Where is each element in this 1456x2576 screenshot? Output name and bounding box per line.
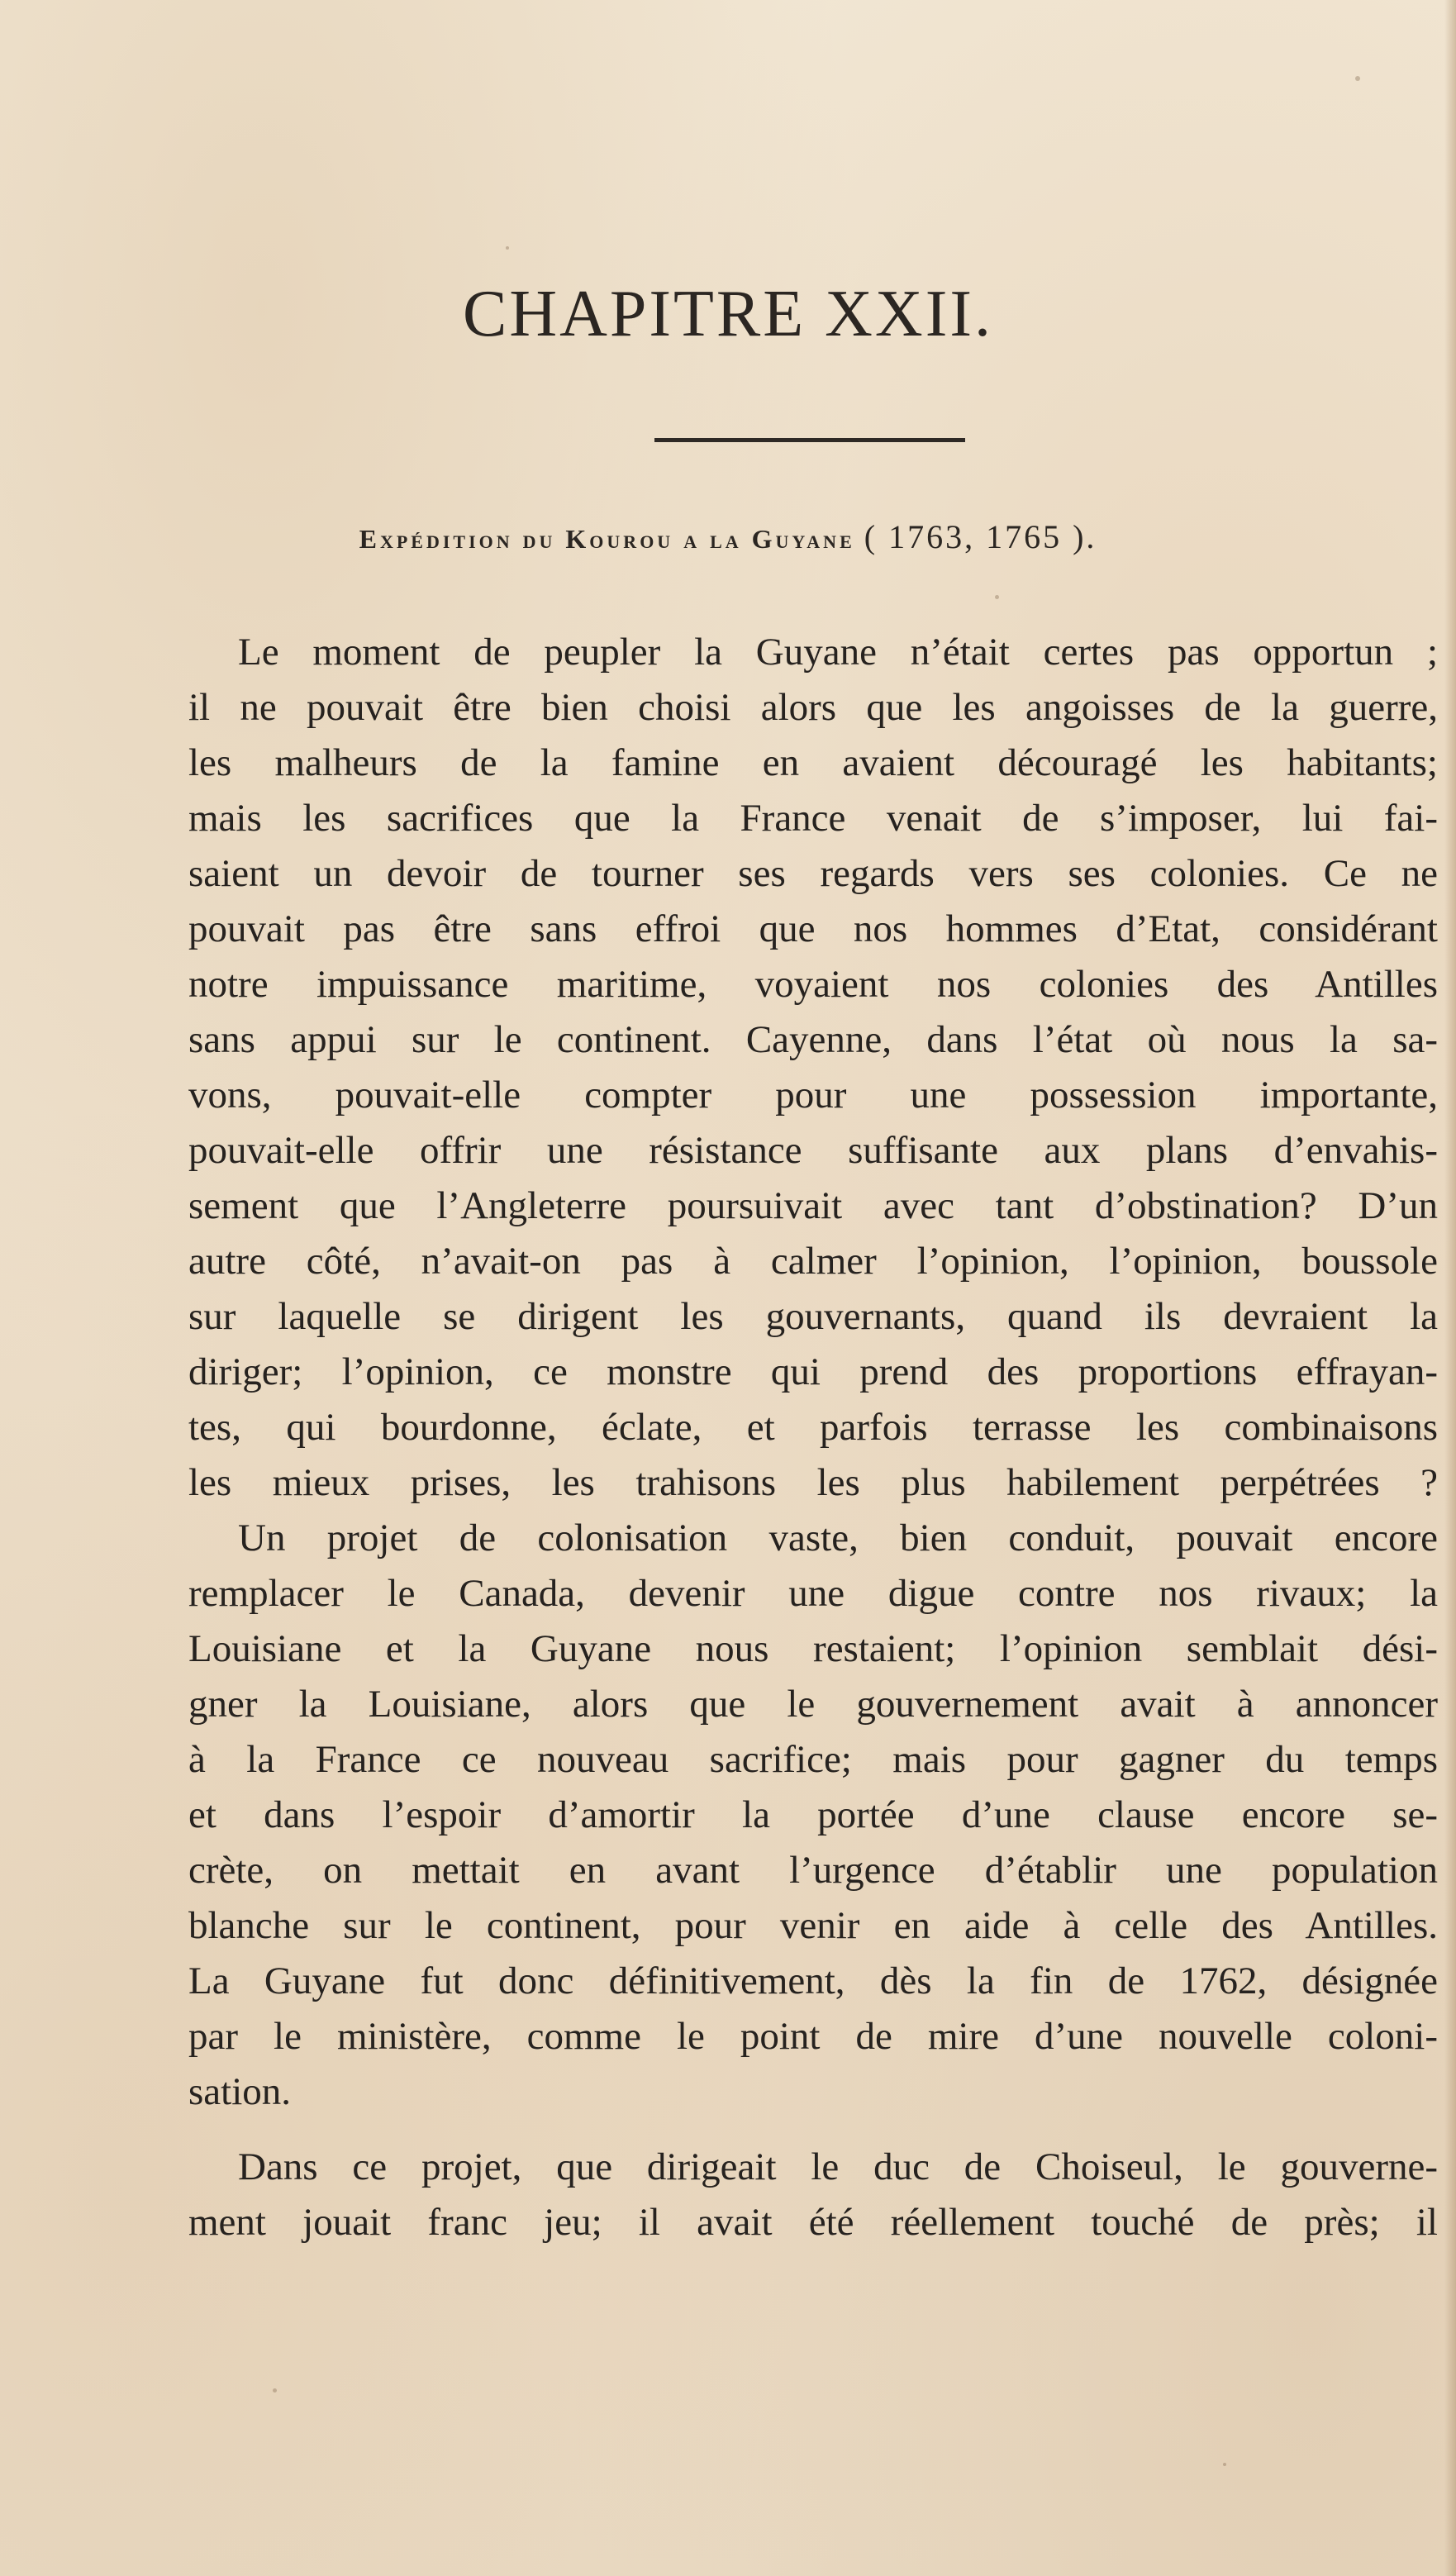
- page-edge-shadow: [1444, 0, 1456, 2576]
- subtitle-dates: ( 1763, 1765 ).: [864, 518, 1097, 555]
- text-line: les mieux prises, les trahisons les plus habilement perpétrées ?: [188, 1461, 1438, 1504]
- text-line: les malheurs de la famine en avaient découragé les habitants;: [188, 741, 1438, 784]
- text-line: sement que l’Angleterre poursuivait avec tant d’obstination? D’un: [188, 1184, 1438, 1227]
- paper-speck: [506, 246, 509, 250]
- paragraph-gap: [188, 2120, 1438, 2140]
- text-line: notre impuissance maritime, voyaient nos colonies des Antilles: [188, 963, 1438, 1006]
- text-line: crète, on mettait en avant l’urgence d’établir une population: [188, 1849, 1438, 1892]
- text-line: ment jouait franc jeu; il avait été réellement touché de près; il: [188, 2201, 1438, 2244]
- paper-speck: [995, 595, 999, 599]
- paragraph-1: [188, 625, 1438, 1511]
- text-line: il ne pouvait être bien choisi alors que les angoisses de la guerre,: [188, 686, 1438, 729]
- subtitle-label: Expédition du Kourou a la Guyane: [359, 524, 855, 554]
- text-line: saient un devoir de tourner ses regards vers ses colonies. Ce ne: [188, 852, 1438, 895]
- paper-speck: [1355, 76, 1360, 81]
- text-line: Louisiane et la Guyane nous restaient; l’opinion semblait dési-: [188, 1627, 1438, 1670]
- text-line: sans appui sur le continent. Cayenne, dans l’état où nous la sa-: [188, 1018, 1438, 1061]
- text-line: Le moment de peupler la Guyane n’était certes pas opportun ;: [238, 631, 1438, 674]
- text-line: diriger; l’opinion, ce monstre qui prend des proportions effrayan-: [188, 1350, 1438, 1393]
- text-line: remplacer le Canada, devenir une digue contre nos rivaux; la: [188, 1572, 1438, 1615]
- text-line: Dans ce projet, que dirigeait le duc de Choiseul, le gouverne-: [238, 2145, 1438, 2188]
- text-line: La Guyane fut donc définitivement, dès la fin de 1762, désignée: [188, 1959, 1438, 2002]
- text-line: à la France ce nouveau sacrifice; mais pour gagner du temps: [188, 1738, 1438, 1781]
- text-line: sation.: [188, 2070, 292, 2113]
- title-divider: [654, 438, 965, 442]
- text-line: blanche sur le continent, pour venir en aide à celle des Antilles.: [188, 1904, 1438, 1947]
- text-line: tes, qui bourdonne, éclate, et parfois terrasse les combinaisons: [188, 1406, 1438, 1449]
- paragraph-3: [188, 2140, 1438, 2250]
- body-text: [188, 625, 1438, 2250]
- text-line: pouvait-elle offrir une résistance suffisante aux plans d’envahis-: [188, 1129, 1438, 1172]
- text-line: pouvait pas être sans effroi que nos hommes d’Etat, considérant: [188, 907, 1438, 950]
- paper-speck: [1223, 2463, 1226, 2466]
- paper-speck: [273, 2388, 277, 2393]
- text-line: sur laquelle se dirigent les gouvernants, quand ils devraient la: [188, 1295, 1438, 1338]
- text-line: et dans l’espoir d’amortir la portée d’une clause encore se-: [188, 1793, 1438, 1836]
- text-line: autre côté, n’avait-on pas à calmer l’opinion, l’opinion, boussole: [188, 1240, 1438, 1283]
- chapter-title: CHAPITRE XXII.: [463, 278, 993, 350]
- text-line: Un projet de colonisation vaste, bien conduit, pouvait encore: [238, 1517, 1438, 1559]
- text-line: par le ministère, comme le point de mire d’une nouvelle coloni-: [188, 2015, 1438, 2058]
- paragraph-2: [188, 1511, 1438, 2120]
- text-line: gner la Louisiane, alors que le gouvernement avait à annoncer: [188, 1683, 1438, 1726]
- text-line: vons, pouvait-elle compter pour une possession importante,: [188, 1074, 1438, 1117]
- text-line: mais les sacrifices que la France venait de s’imposer, lui fai-: [188, 797, 1438, 840]
- chapter-subtitle: [0, 518, 1456, 555]
